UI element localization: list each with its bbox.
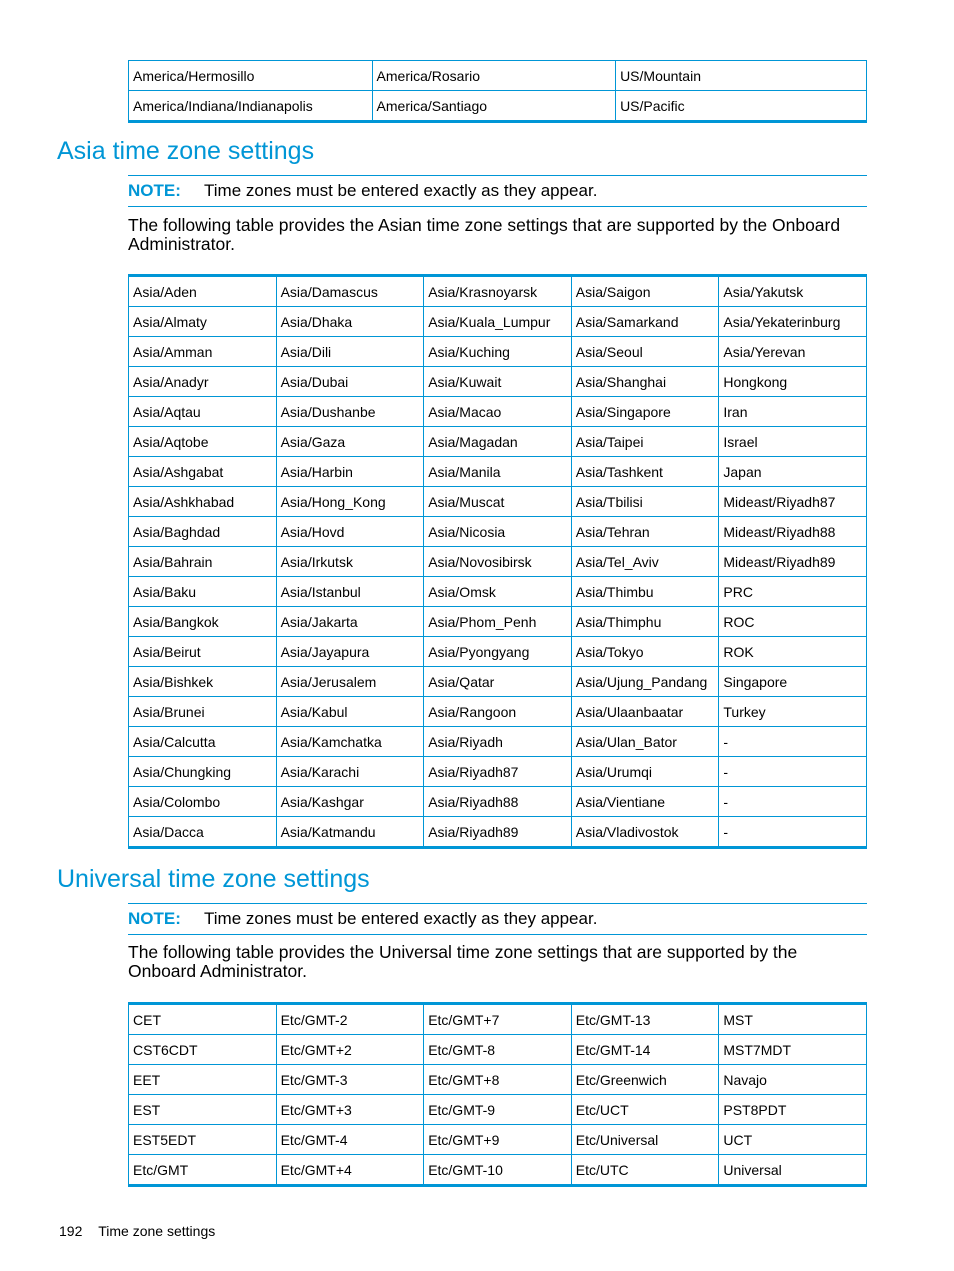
table-cell: Etc/GMT-3	[276, 1065, 424, 1095]
table-cell: Asia/Magadan	[424, 427, 572, 457]
table-row	[129, 1035, 867, 1065]
universal-note	[128, 903, 867, 935]
table-cell: Asia/Kuching	[424, 337, 572, 367]
table-cell: Mideast/Riyadh88	[719, 517, 867, 547]
table-cell: Asia/Amman	[129, 337, 277, 367]
table-cell: Asia/Manila	[424, 457, 572, 487]
table-row	[129, 637, 867, 667]
table-cell: Etc/GMT+9	[424, 1125, 572, 1155]
table-cell: EST5EDT	[129, 1125, 277, 1155]
table-cell: Etc/GMT+3	[276, 1095, 424, 1125]
table-cell: Asia/Singapore	[571, 397, 719, 427]
table-cell: Asia/Phom_Penh	[424, 607, 572, 637]
table-row	[129, 307, 867, 337]
table-cell: Asia/Krasnoyarsk	[424, 276, 572, 307]
note-label: NOTE:	[128, 909, 181, 928]
table-cell: Etc/GMT-9	[424, 1095, 572, 1125]
footer-section-title: Time zone settings	[98, 1223, 216, 1239]
table-cell: Asia/Saigon	[571, 276, 719, 307]
table-cell: America/Santiago	[372, 91, 616, 122]
table-cell: Asia/Kashgar	[276, 787, 424, 817]
table-cell: Etc/GMT-10	[424, 1155, 572, 1186]
table-cell: CST6CDT	[129, 1035, 277, 1065]
table-cell: Asia/Kuala_Lumpur	[424, 307, 572, 337]
table-cell: UCT	[719, 1125, 867, 1155]
table-cell: MST7MDT	[719, 1035, 867, 1065]
table-cell: Etc/GMT+8	[424, 1065, 572, 1095]
table-cell: Asia/Brunei	[129, 697, 277, 727]
table-cell: Asia/Hong_Kong	[276, 487, 424, 517]
table-cell: Asia/Yakutsk	[719, 276, 867, 307]
table-cell: Asia/Gaza	[276, 427, 424, 457]
table-cell: Asia/Riyadh	[424, 727, 572, 757]
table-cell: Asia/Ulan_Bator	[571, 727, 719, 757]
table-cell: America/Hermosillo	[129, 61, 373, 91]
table-cell: Asia/Damascus	[276, 276, 424, 307]
table-cell: Asia/Dacca	[129, 817, 277, 848]
table-cell: Japan	[719, 457, 867, 487]
table-cell: Asia/Anadyr	[129, 367, 277, 397]
table-cell: Etc/GMT+2	[276, 1035, 424, 1065]
table-row	[129, 817, 867, 848]
table-cell: EST	[129, 1095, 277, 1125]
page-footer	[59, 1223, 215, 1239]
table-cell: Asia/Yerevan	[719, 337, 867, 367]
table-row	[129, 787, 867, 817]
table-row	[129, 1065, 867, 1095]
table-cell: Etc/GMT+7	[424, 1004, 572, 1035]
table-cell: Asia/Riyadh89	[424, 817, 572, 848]
table-row	[129, 61, 867, 91]
table-cell: Asia/Qatar	[424, 667, 572, 697]
table-cell: Israel	[719, 427, 867, 457]
table-cell: ROK	[719, 637, 867, 667]
america-us-timezone-table	[128, 60, 867, 123]
table-cell: Asia/Calcutta	[129, 727, 277, 757]
table-row	[129, 727, 867, 757]
note-text: Time zones must be entered exactly as they appear.	[204, 181, 598, 200]
table-cell: Etc/UCT	[571, 1095, 719, 1125]
table-cell: CET	[129, 1004, 277, 1035]
table-cell: US/Mountain	[616, 61, 867, 91]
note-text: Time zones must be entered exactly as they appear.	[204, 909, 598, 928]
table-row	[129, 1155, 867, 1186]
table-cell: Mideast/Riyadh87	[719, 487, 867, 517]
universal-timezone-table	[128, 1002, 867, 1187]
table-row	[129, 667, 867, 697]
table-cell: Asia/Novosibirsk	[424, 547, 572, 577]
table-row	[129, 517, 867, 547]
table-cell: Asia/Thimbu	[571, 577, 719, 607]
asia-intro-paragraph: The following table provides the Asian time zone settings that are supported by the Onboard Administrator.	[128, 215, 841, 254]
table-cell: Asia/Vladivostok	[571, 817, 719, 848]
table-row	[129, 577, 867, 607]
table-cell: Hongkong	[719, 367, 867, 397]
table-cell: -	[719, 787, 867, 817]
table-cell: Asia/Yekaterinburg	[719, 307, 867, 337]
page-number: 192	[59, 1223, 83, 1239]
table-cell: Asia/Bangkok	[129, 607, 277, 637]
table-cell: Asia/Nicosia	[424, 517, 572, 547]
table-cell: Etc/GMT-2	[276, 1004, 424, 1035]
table-cell: Asia/Irkutsk	[276, 547, 424, 577]
table-row	[129, 397, 867, 427]
table-cell: Asia/Muscat	[424, 487, 572, 517]
table-cell: Asia/Bahrain	[129, 547, 277, 577]
table-cell: Universal	[719, 1155, 867, 1186]
table-cell: Singapore	[719, 667, 867, 697]
table-cell: MST	[719, 1004, 867, 1035]
table-cell: Iran	[719, 397, 867, 427]
table-cell: EET	[129, 1065, 277, 1095]
table-cell: Asia/Aden	[129, 276, 277, 307]
table-cell: Asia/Ujung_Pandang	[571, 667, 719, 697]
table-row	[129, 427, 867, 457]
table-row	[129, 1125, 867, 1155]
table-cell: Asia/Urumqi	[571, 757, 719, 787]
table-cell: Asia/Riyadh87	[424, 757, 572, 787]
table-row	[129, 547, 867, 577]
table-cell: Asia/Kabul	[276, 697, 424, 727]
table-cell: -	[719, 817, 867, 848]
table-cell: Etc/GMT-13	[571, 1004, 719, 1035]
table-cell: Asia/Dili	[276, 337, 424, 367]
table-row	[129, 1095, 867, 1125]
table-cell: Asia/Kamchatka	[276, 727, 424, 757]
table-cell: US/Pacific	[616, 91, 867, 122]
table-cell: -	[719, 757, 867, 787]
table-cell: PRC	[719, 577, 867, 607]
note-label: NOTE:	[128, 181, 181, 200]
table-cell: Etc/GMT+4	[276, 1155, 424, 1186]
table-cell: Etc/GMT-8	[424, 1035, 572, 1065]
table-cell: Asia/Tokyo	[571, 637, 719, 667]
asia-section-heading: Asia time zone settings	[57, 137, 315, 165]
table-cell: Etc/GMT-14	[571, 1035, 719, 1065]
table-cell: PST8PDT	[719, 1095, 867, 1125]
table-cell: Asia/Baghdad	[129, 517, 277, 547]
table-row	[129, 337, 867, 367]
table-cell: Asia/Ulaanbaatar	[571, 697, 719, 727]
table-cell: Asia/Harbin	[276, 457, 424, 487]
table-cell: Asia/Taipei	[571, 427, 719, 457]
table-cell: Asia/Macao	[424, 397, 572, 427]
table-cell: Asia/Seoul	[571, 337, 719, 367]
table-row	[129, 1004, 867, 1035]
table-cell: Asia/Jayapura	[276, 637, 424, 667]
asia-timezone-table	[128, 274, 867, 849]
table-cell: Asia/Jakarta	[276, 607, 424, 637]
table-cell: Asia/Riyadh88	[424, 787, 572, 817]
table-cell: -	[719, 727, 867, 757]
table-cell: Etc/Universal	[571, 1125, 719, 1155]
table-cell: Asia/Katmandu	[276, 817, 424, 848]
table-cell: Asia/Thimphu	[571, 607, 719, 637]
table-cell: Etc/GMT	[129, 1155, 277, 1186]
table-cell: Asia/Ashgabat	[129, 457, 277, 487]
table-cell: Asia/Hovd	[276, 517, 424, 547]
table-cell: Asia/Bishkek	[129, 667, 277, 697]
table-row	[129, 91, 867, 122]
table-cell: Asia/Ashkhabad	[129, 487, 277, 517]
universal-intro-paragraph: The following table provides the Universal time zone settings that are supported by the Onboard Administrator.	[128, 942, 798, 981]
table-cell: Asia/Pyongyang	[424, 637, 572, 667]
table-cell: Turkey	[719, 697, 867, 727]
table-cell: Asia/Dushanbe	[276, 397, 424, 427]
table-cell: Asia/Tashkent	[571, 457, 719, 487]
table-cell: Asia/Karachi	[276, 757, 424, 787]
table-cell: ROC	[719, 607, 867, 637]
table-row	[129, 757, 867, 787]
table-row	[129, 457, 867, 487]
table-cell: Asia/Rangoon	[424, 697, 572, 727]
universal-section-heading: Universal time zone settings	[57, 865, 370, 893]
table-cell: Asia/Almaty	[129, 307, 277, 337]
asia-note	[128, 175, 867, 207]
table-cell: Asia/Jerusalem	[276, 667, 424, 697]
table-cell: Etc/UTC	[571, 1155, 719, 1186]
table-cell: Asia/Baku	[129, 577, 277, 607]
table-row	[129, 697, 867, 727]
table-cell: America/Rosario	[372, 61, 616, 91]
table-cell: Asia/Kuwait	[424, 367, 572, 397]
table-cell: Asia/Colombo	[129, 787, 277, 817]
table-cell: Asia/Vientiane	[571, 787, 719, 817]
table-body	[129, 1004, 867, 1186]
table-row	[129, 487, 867, 517]
table-cell: Asia/Dubai	[276, 367, 424, 397]
table-row	[129, 607, 867, 637]
table-cell: Asia/Shanghai	[571, 367, 719, 397]
table-cell: Asia/Aqtobe	[129, 427, 277, 457]
table-body	[129, 276, 867, 848]
table-cell: Asia/Tehran	[571, 517, 719, 547]
table-row	[129, 276, 867, 307]
table-cell: Asia/Aqtau	[129, 397, 277, 427]
table-cell: Asia/Samarkand	[571, 307, 719, 337]
table-cell: Asia/Tbilisi	[571, 487, 719, 517]
table-cell: Asia/Istanbul	[276, 577, 424, 607]
table-cell: Asia/Tel_Aviv	[571, 547, 719, 577]
table-cell: Etc/Greenwich	[571, 1065, 719, 1095]
table-cell: Asia/Dhaka	[276, 307, 424, 337]
table-cell: Navajo	[719, 1065, 867, 1095]
table-cell: Asia/Chungking	[129, 757, 277, 787]
table-cell: Etc/GMT-4	[276, 1125, 424, 1155]
table-row	[129, 367, 867, 397]
table-cell: Mideast/Riyadh89	[719, 547, 867, 577]
table-cell: Asia/Omsk	[424, 577, 572, 607]
table-cell: America/Indiana/Indianapolis	[129, 91, 373, 122]
table-body	[129, 61, 867, 122]
table-cell: Asia/Beirut	[129, 637, 277, 667]
